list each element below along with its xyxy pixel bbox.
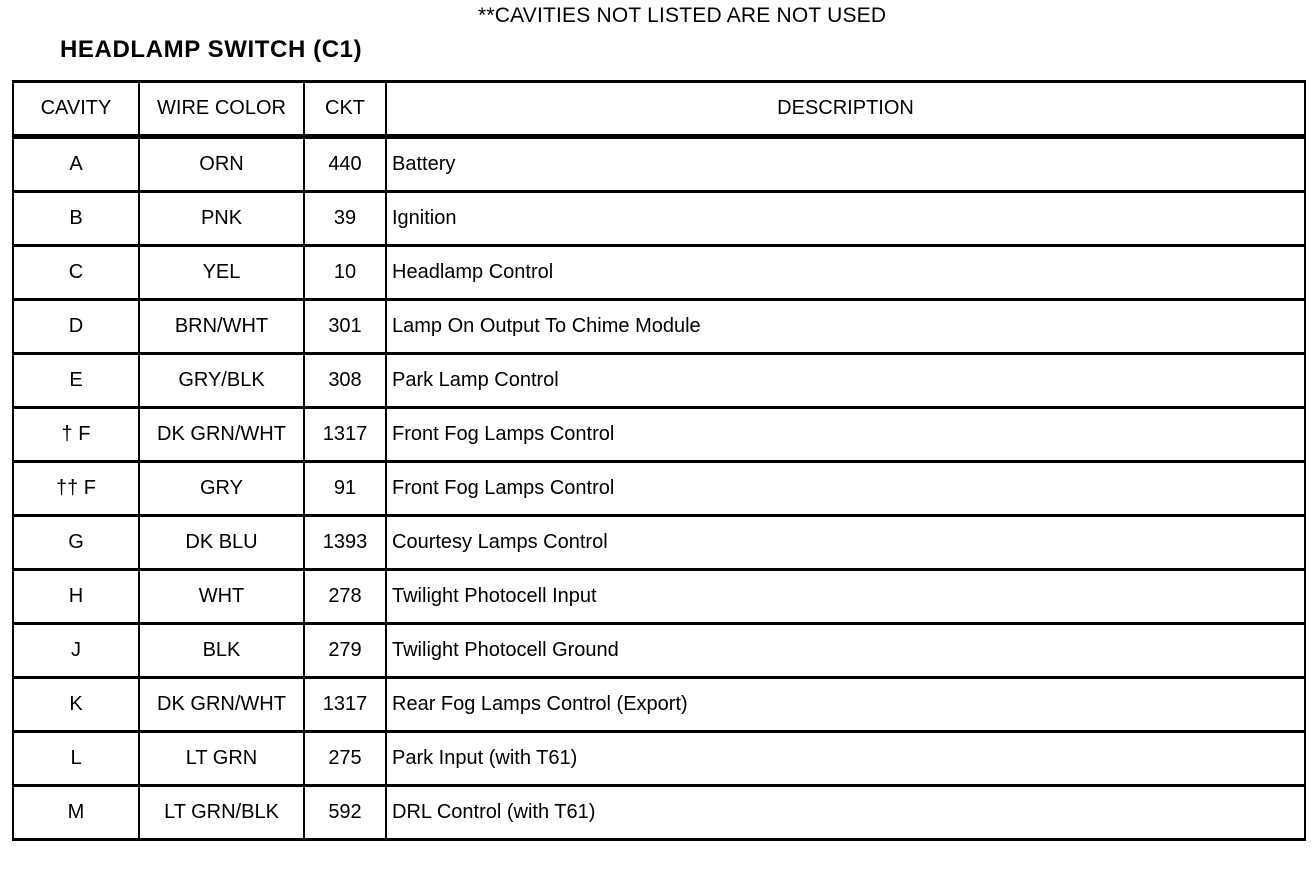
table-row (13, 732, 1305, 786)
cavity-cell: M (13, 786, 139, 840)
description-cell: Twilight Photocell Input (386, 570, 1305, 624)
ckt-cell: 278 (304, 570, 386, 624)
header-wire-color: WIRE COLOR (139, 82, 304, 137)
description-cell: Battery (386, 137, 1305, 192)
connector-title: HEADLAMP SWITCH (C1) (60, 36, 363, 63)
table-header-row (13, 82, 1305, 137)
ckt-cell: 592 (304, 786, 386, 840)
header-ckt: CKT (304, 82, 386, 137)
description-cell: Front Fog Lamps Control (386, 408, 1305, 462)
description-cell: Rear Fog Lamps Control (Export) (386, 678, 1305, 732)
description-cell: Front Fog Lamps Control (386, 462, 1305, 516)
cavity-cell: J (13, 624, 139, 678)
wire-color-cell: BRN/WHT (139, 300, 304, 354)
cavity-cell: B (13, 192, 139, 246)
cavity-cell: G (13, 516, 139, 570)
description-cell: Headlamp Control (386, 246, 1305, 300)
table-row (13, 462, 1305, 516)
table-row (13, 570, 1305, 624)
table-row (13, 246, 1305, 300)
wire-color-cell: WHT (139, 570, 304, 624)
cavity-cell: K (13, 678, 139, 732)
ckt-cell: 10 (304, 246, 386, 300)
cavity-cell: E (13, 354, 139, 408)
description-cell: Twilight Photocell Ground (386, 624, 1305, 678)
wire-color-cell: GRY/BLK (139, 354, 304, 408)
connector-pinout-table (12, 80, 1306, 841)
wire-color-cell: LT GRN/BLK (139, 786, 304, 840)
cavity-cell: † F (13, 408, 139, 462)
ckt-cell: 279 (304, 624, 386, 678)
wire-color-cell: BLK (139, 624, 304, 678)
cavity-cell: C (13, 246, 139, 300)
ckt-cell: 91 (304, 462, 386, 516)
header-cavity: CAVITY (13, 82, 139, 137)
table-row (13, 786, 1305, 840)
header-description: DESCRIPTION (386, 82, 1305, 137)
description-cell: DRL Control (with T61) (386, 786, 1305, 840)
ckt-cell: 1317 (304, 678, 386, 732)
cavity-cell: D (13, 300, 139, 354)
ckt-cell: 1393 (304, 516, 386, 570)
unused-cavities-note: **CAVITIES NOT LISTED ARE NOT USED (478, 4, 887, 27)
wire-color-cell: ORN (139, 137, 304, 192)
table-row (13, 354, 1305, 408)
wire-color-cell: DK GRN/WHT (139, 408, 304, 462)
ckt-cell: 275 (304, 732, 386, 786)
cavity-cell: L (13, 732, 139, 786)
cavity-cell: H (13, 570, 139, 624)
wire-color-cell: GRY (139, 462, 304, 516)
description-cell: Park Input (with T61) (386, 732, 1305, 786)
ckt-cell: 440 (304, 137, 386, 192)
wire-color-cell: DK GRN/WHT (139, 678, 304, 732)
wire-color-cell: YEL (139, 246, 304, 300)
wire-color-cell: LT GRN (139, 732, 304, 786)
wire-color-cell: DK BLU (139, 516, 304, 570)
description-cell: Courtesy Lamps Control (386, 516, 1305, 570)
wire-color-cell: PNK (139, 192, 304, 246)
cavity-cell: A (13, 137, 139, 192)
ckt-cell: 308 (304, 354, 386, 408)
description-cell: Ignition (386, 192, 1305, 246)
table-row (13, 137, 1305, 192)
description-cell: Lamp On Output To Chime Module (386, 300, 1305, 354)
table-row (13, 192, 1305, 246)
cavity-cell: †† F (13, 462, 139, 516)
ckt-cell: 39 (304, 192, 386, 246)
ckt-cell: 301 (304, 300, 386, 354)
table-row (13, 300, 1305, 354)
table-row (13, 624, 1305, 678)
table-row (13, 678, 1305, 732)
ckt-cell: 1317 (304, 408, 386, 462)
table-row (13, 516, 1305, 570)
table-row (13, 408, 1305, 462)
description-cell: Park Lamp Control (386, 354, 1305, 408)
